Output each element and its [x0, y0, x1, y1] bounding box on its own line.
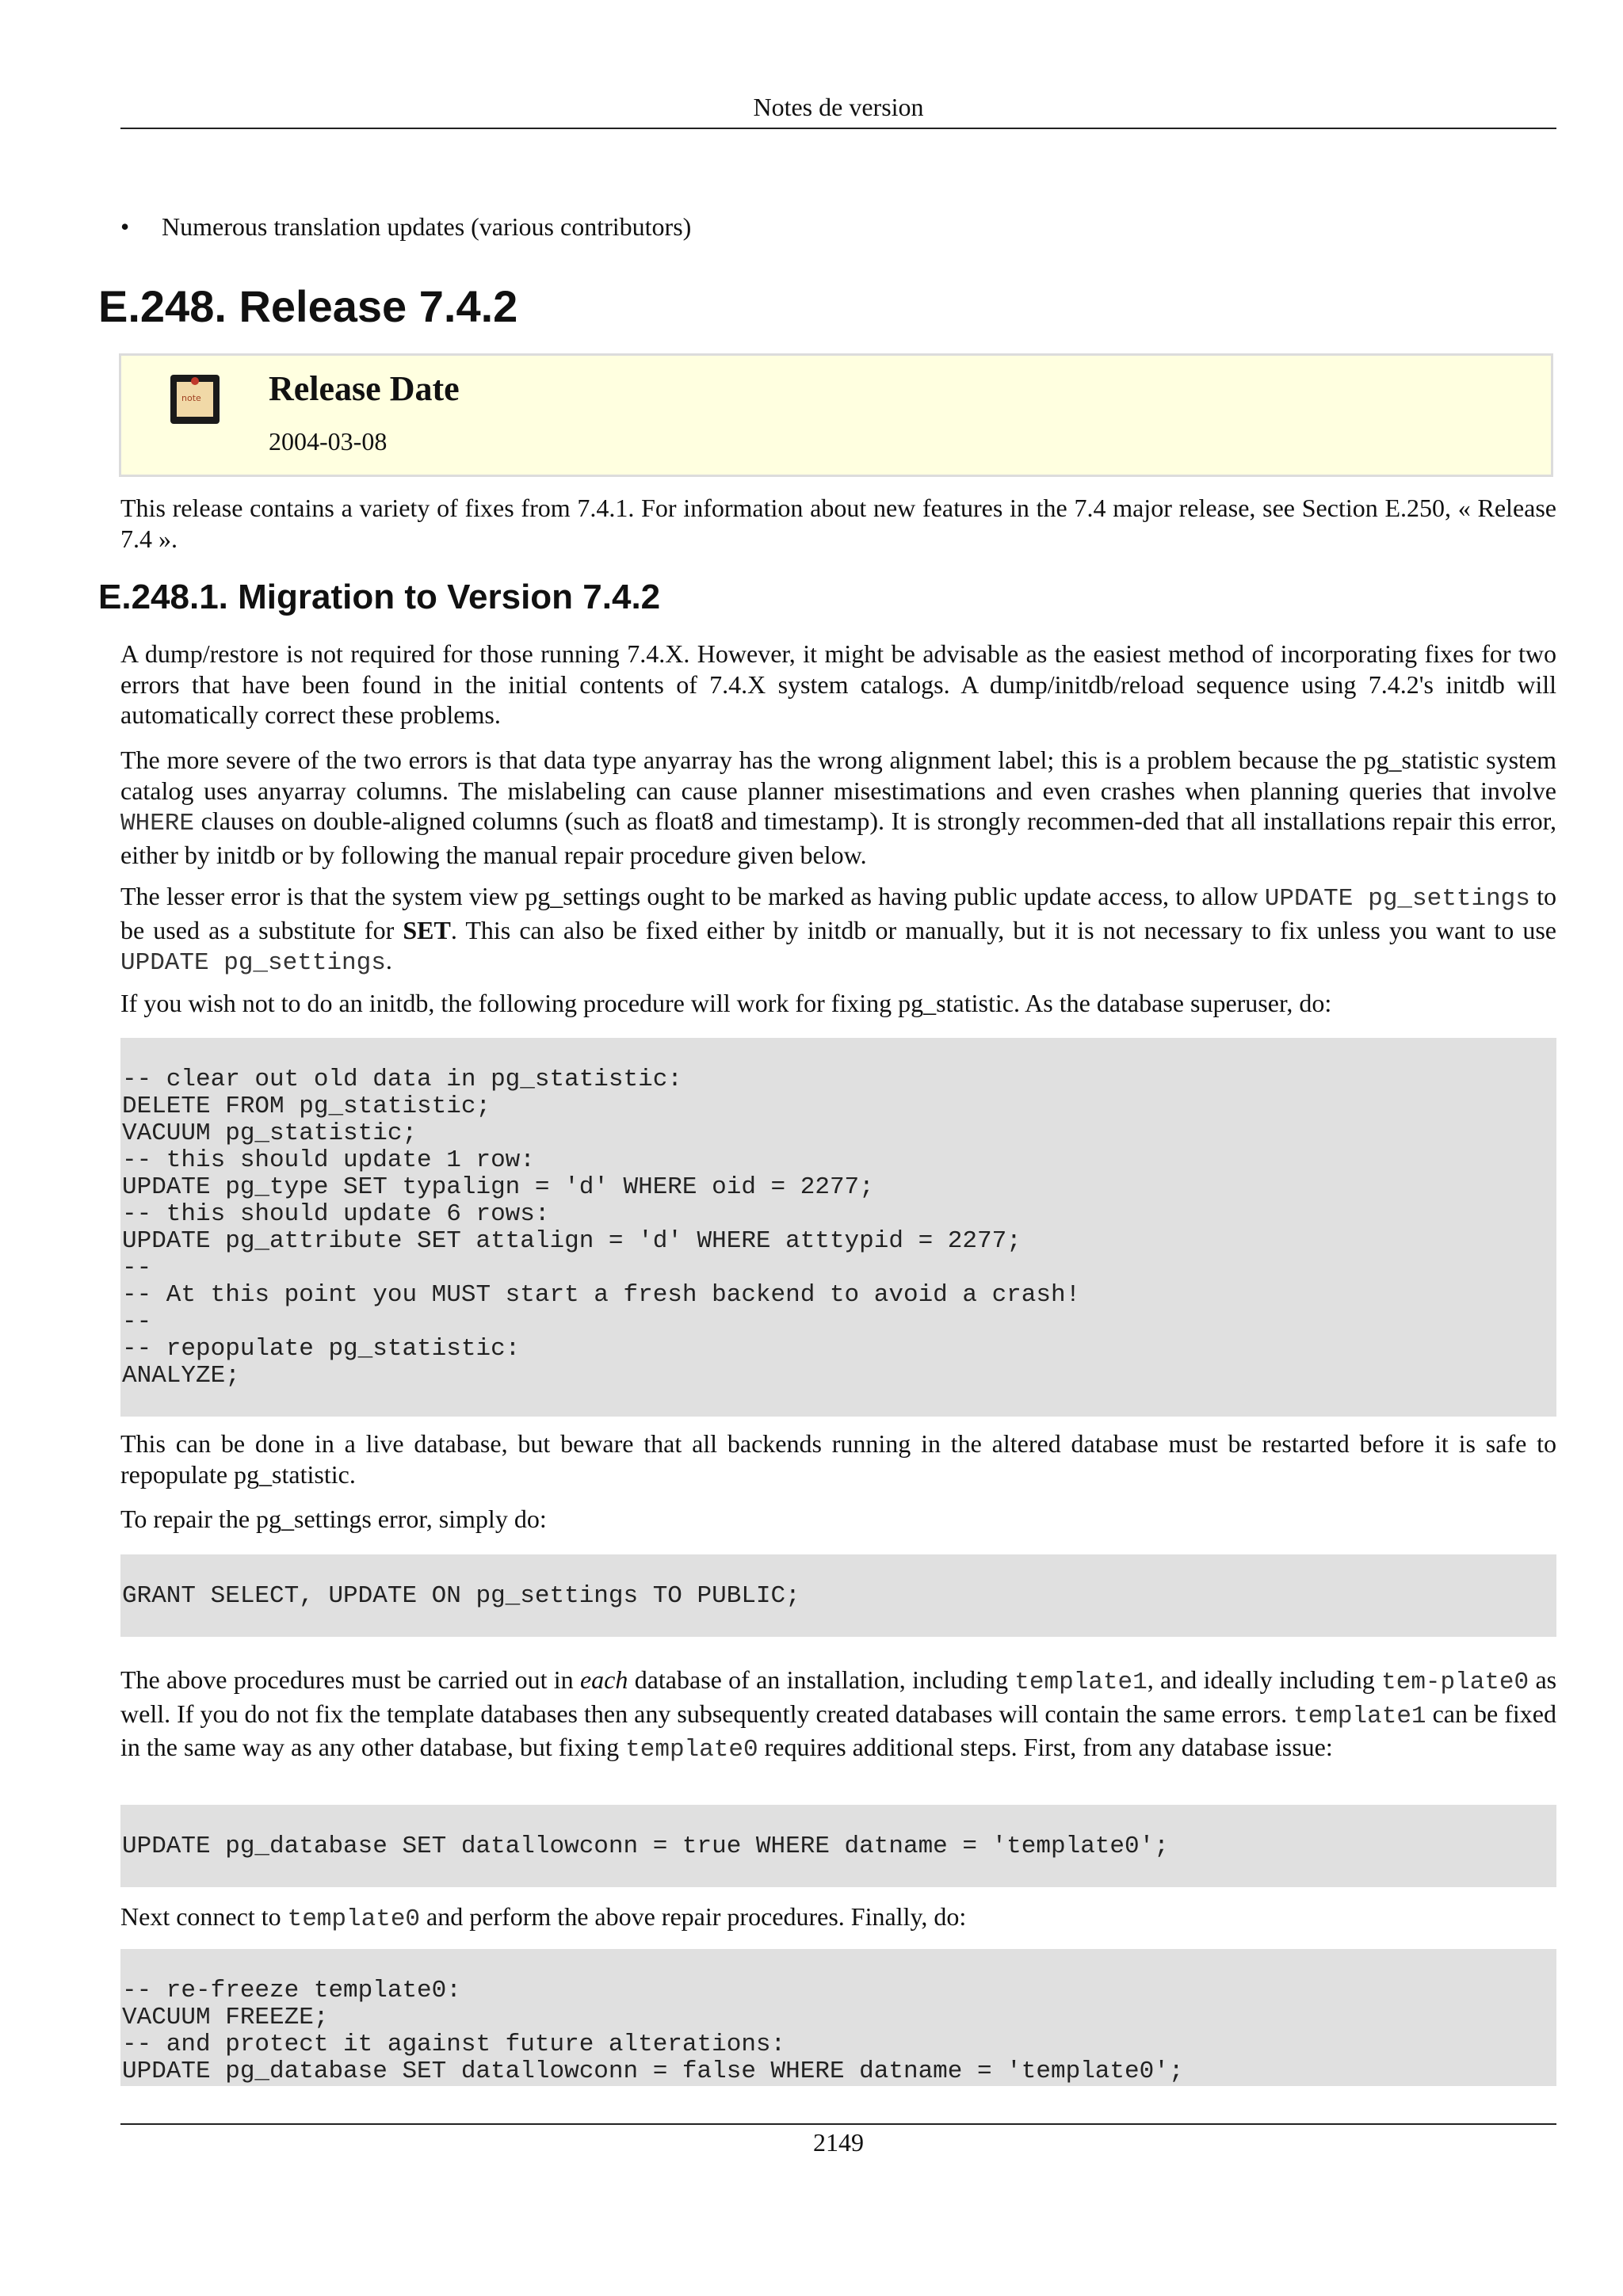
paragraph-pg-settings-error: The lesser error is that the system view pg_settings ought to be marked as having public update access, to allow UPDATE pg_settings to be used as a substitute for SET. This can also be fixed either by initdb or manually, but it is not necessary to fix unless you want to use UPDATE pg_settings.: [120, 882, 1557, 977]
code-block-allow-template0: [120, 1805, 1556, 1887]
code-line: -- this should update 6 rows:: [122, 1200, 550, 1228]
code-line: --: [122, 1254, 152, 1282]
paragraph-procedure-intro: If you wish not to do an initdb, the following procedure will work for fixing pg_statistic. As the database superuser, do:: [120, 989, 1332, 1017]
code-line: -- At this point you MUST start a fresh backend to avoid a crash!: [122, 1281, 1081, 1309]
list-item-text: Numerous translation updates (various contributors): [162, 212, 692, 241]
release-date-note: [119, 353, 1553, 477]
paragraph-anyarray-error: The more severe of the two errors is that data type anyarray has the wrong alignment label; this is a problem because the pg_statistic system catalog uses anyarray columns. The mislabeling can cause planner misestimations and even crashes when planning queries that involve WHERE clauses on double-aligned columns (such as float8 and timestamp). It is strongly recommen-ded that all installations repair this error, either by initdb or by following the manual repair procedure given below.: [120, 746, 1557, 869]
code-line: GRANT SELECT, UPDATE ON pg_settings TO PUBLIC;: [122, 1582, 800, 1610]
code-line: -- clear out old data in pg_statistic:: [122, 1066, 682, 1093]
intro-paragraph: This release contains a variety of fixes from 7.4.1. For information about new features in the 7.4 major release, see Section E.250, « Release 7.4 ».: [120, 494, 1556, 553]
paragraph-live-database: This can be done in a live database, but beware that all backends running in the altered database must be restarted before it is safe to repopulate pg_statistic.: [120, 1429, 1556, 1489]
running-header: Notes de version: [753, 93, 924, 121]
paragraph-next-connect: Next connect to template0 and perform the above repair procedures. Finally, do:: [120, 1902, 967, 1933]
header-rule: [120, 128, 1556, 129]
note-title: Release Date: [269, 369, 460, 408]
subsection-heading: E.248.1. Migration to Version 7.4.2: [98, 578, 661, 616]
code-line: UPDATE pg_type SET typalign = 'd' WHERE oid = 2277;: [122, 1173, 874, 1201]
code-line: -- re-freeze template0:: [122, 1977, 461, 2004]
note-icon: note: [170, 375, 220, 424]
section-heading: E.248. Release 7.4.2: [98, 281, 518, 331]
code-block-refreeze: [120, 1949, 1556, 2086]
code-block-pg-statistic: [120, 1038, 1556, 1417]
page-number: 2149: [813, 2128, 864, 2157]
code-block-grant: [120, 1554, 1556, 1637]
code-line: VACUUM FREEZE;: [122, 2004, 329, 2031]
release-date: 2004-03-08: [269, 427, 388, 456]
footer-rule: [120, 2123, 1556, 2125]
paragraph-templates: The above procedures must be carried out in each database of an installation, including template1, and ideally including tem-plate0 as well. If you do not fix the template databases then any subsequently created databases will contain the same errors. template1 can be fixed in the same way as any other database, but fixing template0 requires additional steps. First, from any database issue:: [120, 1665, 1557, 1764]
code-line: -- repopulate pg_statistic:: [122, 1335, 521, 1363]
bullet-icon: •: [120, 212, 130, 241]
code-line: UPDATE pg_attribute SET attalign = 'd' WHERE atttypid = 2277;: [122, 1227, 1022, 1255]
code-line: DELETE FROM pg_statistic;: [122, 1093, 491, 1120]
code-line: -- this should update 1 row:: [122, 1146, 535, 1174]
paragraph-dump-restore: A dump/restore is not required for those running 7.4.X. However, it might be advisable as the easiest method of incorporating fixes for two errors that have been found in the initial contents of 7.4.X system catalogs. A dump/initdb/reload sequence using 7.4.2's initdb will automatically correct these problems.: [120, 639, 1556, 729]
code-line: --: [122, 1308, 152, 1336]
code-line: UPDATE pg_database SET datallowconn = false WHERE datname = 'template0';: [122, 2058, 1184, 2085]
code-line: VACUUM pg_statistic;: [122, 1119, 418, 1147]
paragraph-repair-settings: To repair the pg_settings error, simply do:: [120, 1505, 547, 1533]
code-line: UPDATE pg_database SET datallowconn = true WHERE datname = 'template0';: [122, 1833, 1169, 1860]
code-line: ANALYZE;: [122, 1362, 240, 1390]
code-line: -- and protect it against future alterations:: [122, 2031, 786, 2058]
